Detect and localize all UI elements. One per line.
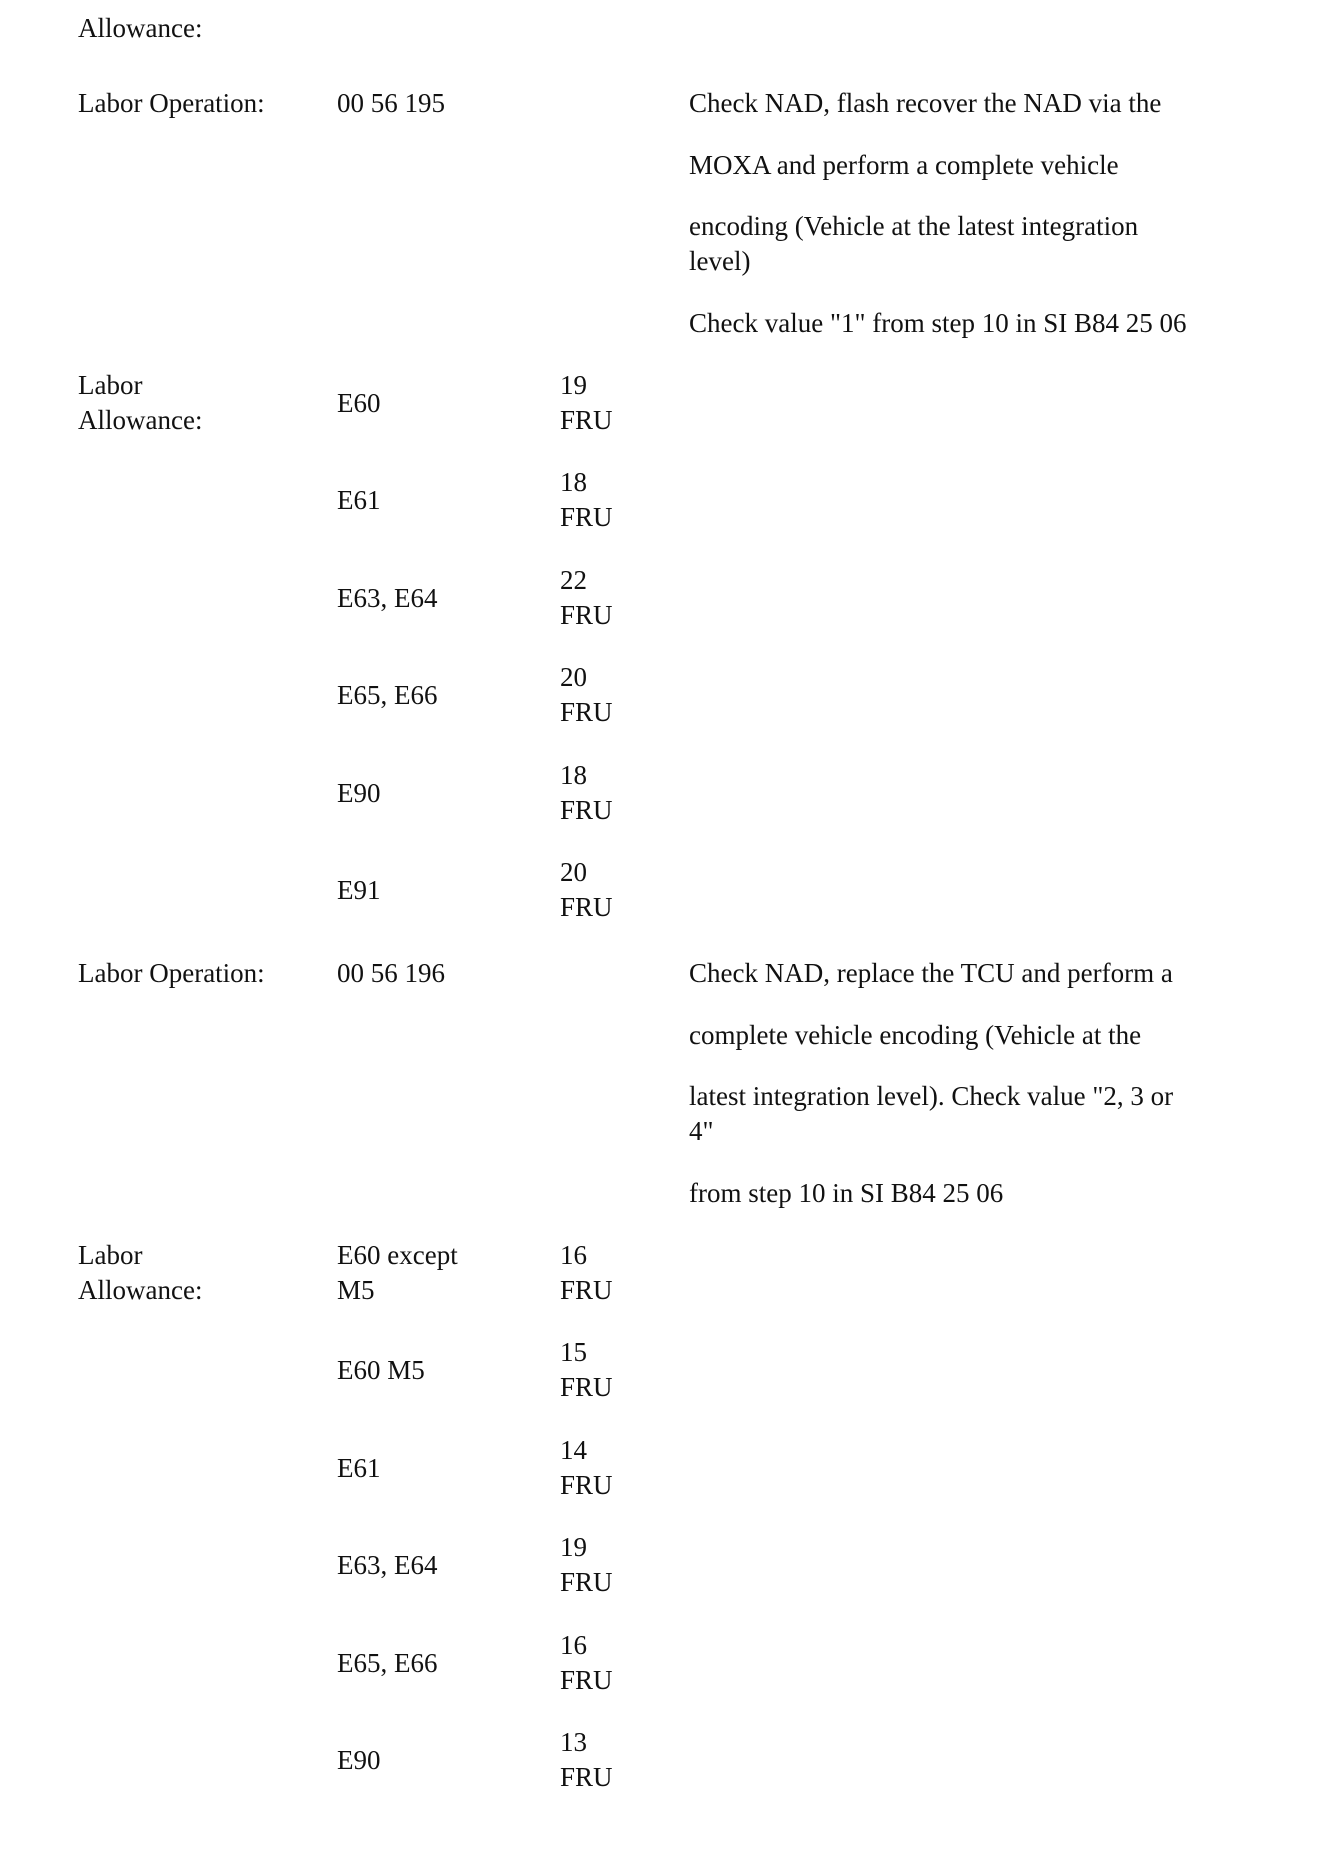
- fru-unit: FRU: [560, 1275, 613, 1305]
- description-line: Check value "1" from step 10 in SI B84 25 06: [689, 308, 1187, 338]
- description-line: MOXA and perform a complete vehicle: [689, 150, 1119, 180]
- fru-value: 14: [560, 1435, 587, 1465]
- fru-value: 18: [560, 467, 587, 497]
- fru-unit: FRU: [560, 795, 613, 825]
- model-cell: E60 except: [337, 1240, 458, 1270]
- fru-value: 15: [560, 1337, 587, 1367]
- fru-unit: FRU: [560, 1372, 613, 1402]
- fru-unit: FRU: [560, 1470, 613, 1500]
- description-line: from step 10 in SI B84 25 06: [689, 1178, 1004, 1208]
- description-line: latest integration level). Check value "2, 3 or: [689, 1081, 1174, 1111]
- fru-unit: FRU: [560, 600, 613, 630]
- description-line: complete vehicle encoding (Vehicle at the: [689, 1020, 1142, 1050]
- model-cell: E90: [337, 778, 381, 808]
- fru-value: 13: [560, 1727, 587, 1757]
- model-cell: E65, E66: [337, 1648, 438, 1678]
- model-cell: E61: [337, 1453, 381, 1483]
- labor-operation-number: 00 56 196: [337, 958, 445, 988]
- labor-allowance-label: Labor: [78, 370, 143, 400]
- labor-allowance-label: Allowance:: [78, 405, 203, 435]
- model-cell: E60: [337, 388, 381, 418]
- fru-value: 16: [560, 1630, 587, 1660]
- labor-operation-number: 00 56 195: [337, 88, 445, 118]
- model-cell: E91: [337, 875, 381, 905]
- fru-value: 20: [560, 662, 587, 692]
- description-line: 4": [689, 1116, 714, 1146]
- model-cell: E63, E64: [337, 1550, 438, 1580]
- description-line: encoding (Vehicle at the latest integration: [689, 211, 1139, 241]
- labor-allowance-label: Allowance:: [78, 1275, 203, 1305]
- description-line: Check NAD, flash recover the NAD via the: [689, 88, 1162, 118]
- fru-value: 22: [560, 565, 587, 595]
- fru-unit: FRU: [560, 502, 613, 532]
- fru-unit: FRU: [560, 697, 613, 727]
- model-cell: E65, E66: [337, 680, 438, 710]
- allowance-fragment: Allowance:: [78, 13, 203, 43]
- model-cell: E90: [337, 1745, 381, 1775]
- fru-value: 20: [560, 857, 587, 887]
- model-cell: E60 M5: [337, 1355, 425, 1385]
- labor-operation-label: Labor Operation:: [78, 958, 265, 988]
- fru-unit: FRU: [560, 405, 613, 435]
- model-cell: E63, E64: [337, 583, 438, 613]
- fru-unit: FRU: [560, 892, 613, 922]
- labor-allowance-label: Labor: [78, 1240, 143, 1270]
- model-cell: M5: [337, 1275, 375, 1305]
- labor-operation-label: Labor Operation:: [78, 88, 265, 118]
- fru-value: 18: [560, 760, 587, 790]
- fru-unit: FRU: [560, 1567, 613, 1597]
- fru-value: 16: [560, 1240, 587, 1270]
- model-cell: E61: [337, 485, 381, 515]
- fru-unit: FRU: [560, 1665, 613, 1695]
- fru-unit: FRU: [560, 1762, 613, 1792]
- fru-value: 19: [560, 1532, 587, 1562]
- fru-value: 19: [560, 370, 587, 400]
- description-line: level): [689, 246, 751, 276]
- description-line: Check NAD, replace the TCU and perform a: [689, 958, 1173, 988]
